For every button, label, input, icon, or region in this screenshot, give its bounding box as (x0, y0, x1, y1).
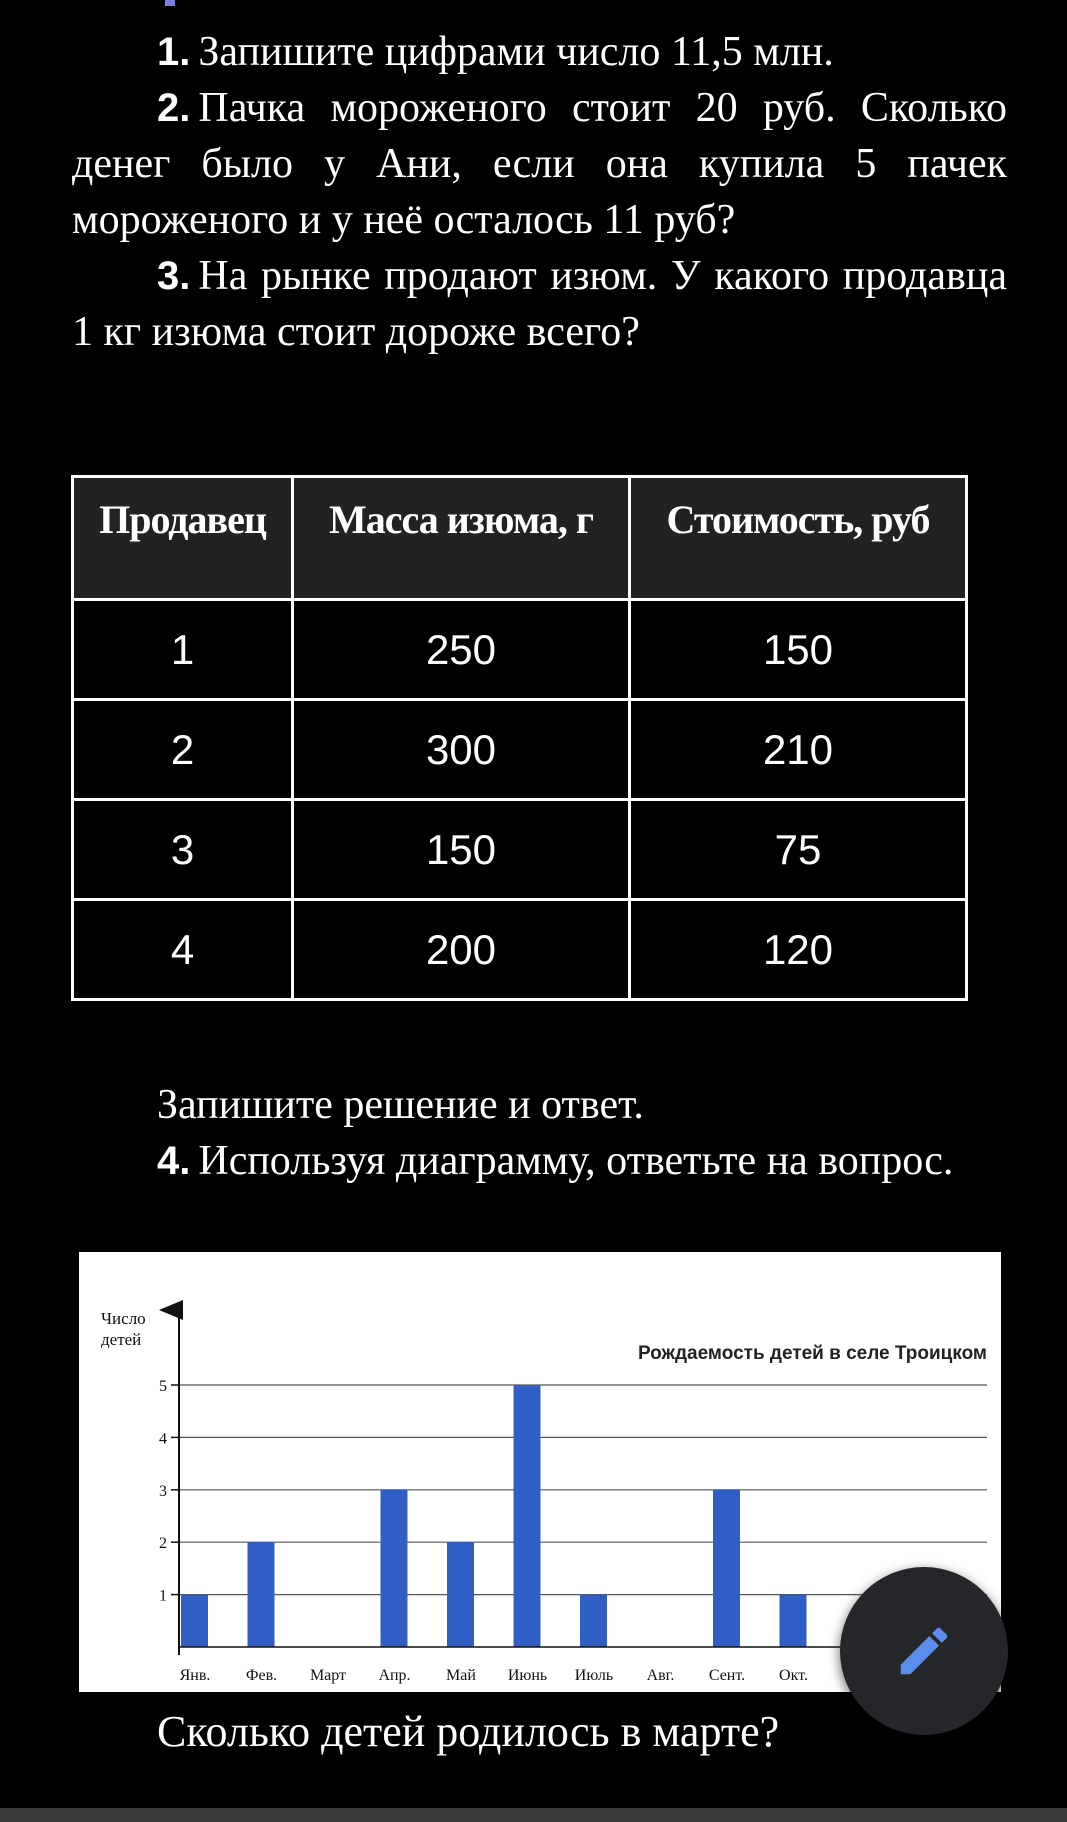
table-cell: 120 (630, 900, 967, 1000)
top-accent-bar (165, 0, 175, 6)
chart-question: Сколько детей родилось в марте? (157, 1707, 780, 1756)
y-tick-label: 3 (159, 1482, 167, 1500)
table-cell: 75 (630, 800, 967, 900)
task-4 (72, 1133, 1007, 1189)
x-tick-label: Авг. (646, 1667, 675, 1684)
bar (780, 1595, 807, 1647)
task-3-text: На рынке продают изюм. У какого продавца 1 кг изюма стоит дороже всего? (72, 253, 1007, 355)
task-4-text: Используя диаграмму, ответьте на вопрос. (198, 1138, 954, 1184)
bottom-navigation-bar (0, 1808, 1067, 1822)
chart-title: Рождаемость детей в селе Троицком (637, 1343, 987, 1364)
table-cell: 4 (73, 900, 293, 1000)
table-cell: 150 (293, 800, 630, 900)
bar (447, 1542, 474, 1647)
x-tick-label: Янв. (179, 1667, 211, 1684)
y-axis-label-line1: Число (101, 1309, 146, 1328)
x-tick-label: Апр. (378, 1667, 411, 1684)
table-cell: 300 (293, 700, 630, 800)
table-cell: 1 (73, 600, 293, 700)
task-1-text: Запишите цифрами число 11,5 млн. (198, 29, 834, 75)
solution-note: Запишите решение и ответ. (157, 1082, 644, 1128)
y-tick-label: 5 (159, 1378, 167, 1395)
table-row (73, 800, 967, 900)
edit-fab-button[interactable] (840, 1567, 1008, 1735)
bar (514, 1385, 541, 1647)
x-tick-label: Фев. (245, 1667, 278, 1684)
bar (381, 1490, 408, 1647)
after-table-block (72, 1077, 1007, 1189)
task-1-number: 1. (157, 30, 191, 74)
y-axis-label-line2: детей (101, 1330, 142, 1349)
task-3 (72, 248, 1007, 360)
table-cell: 210 (630, 700, 967, 800)
table-row (73, 700, 967, 800)
task-3-number: 3. (157, 254, 191, 298)
x-tick-label: Май (446, 1667, 476, 1684)
table-cell: 3 (73, 800, 293, 900)
table-cell: 250 (293, 600, 630, 700)
table-header-row (73, 477, 967, 600)
table-cell: 2 (73, 700, 293, 800)
table-header-mass: Масса изюма, г (293, 477, 630, 600)
bar (248, 1542, 275, 1647)
table-cell: 150 (630, 600, 967, 700)
task-2-number: 2. (157, 86, 191, 130)
x-tick-label: Июль (574, 1667, 614, 1684)
x-tick-label: Июнь (507, 1667, 548, 1684)
y-tick-label: 2 (159, 1535, 167, 1553)
table-header-seller: Продавец (73, 477, 293, 600)
table-row (73, 900, 967, 1000)
raisin-price-table (71, 475, 968, 1001)
x-tick-label: Сент. (708, 1667, 746, 1684)
task-4-number: 4. (157, 1139, 191, 1183)
table-header-cost: Стоимость, руб (630, 477, 967, 600)
pencil-icon (893, 1620, 955, 1682)
tasks-block (72, 24, 1007, 360)
y-tick-label: 1 (159, 1587, 167, 1605)
task-2 (72, 80, 1007, 248)
y-tick-label: 4 (159, 1430, 167, 1448)
table-cell: 200 (293, 900, 630, 1000)
bar (181, 1595, 208, 1647)
x-tick-label: Март (309, 1667, 347, 1684)
table-row (73, 600, 967, 700)
x-tick-label: Окт. (779, 1667, 808, 1684)
bar (580, 1595, 607, 1647)
task-2-text: Пачка мороженого стоит 20 руб. Сколько денег было у Ани, если она купила 5 пачек мороженого и у неё осталось 11 руб? (72, 85, 1007, 243)
bar (713, 1490, 740, 1647)
task-1 (72, 24, 1007, 80)
